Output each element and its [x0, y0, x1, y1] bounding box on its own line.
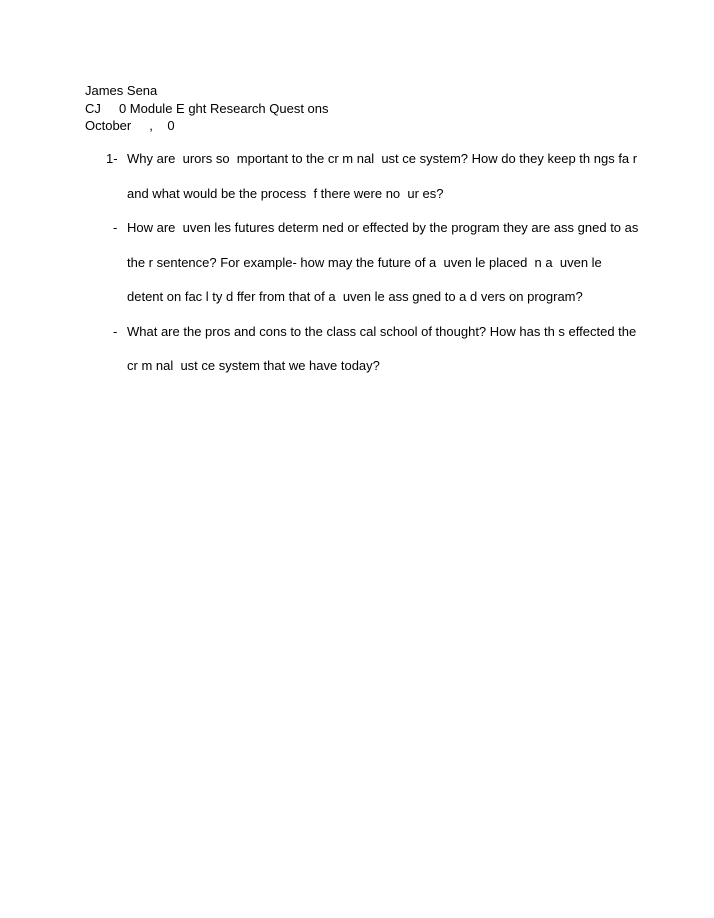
question-line: Why are urors so mportant to the cr m nal ust ce system? How do they keep th ngs fa r	[127, 151, 638, 166]
course-title: CJ 0 Module E ght Research Quest ons	[85, 100, 329, 116]
author-name: James Sena	[85, 83, 158, 98]
question-line: cr m nal ust ce system that we have today?	[127, 358, 380, 373]
document-header	[85, 82, 329, 135]
question-line: detent on fac l ty d ffer from that of a uven le ass gned to a d vers on program?	[127, 289, 583, 304]
document-date: October , 0	[85, 118, 175, 133]
list-marker: 1-	[106, 151, 118, 166]
question-line: the r sentence? For example- how may the future of a uven le placed n a uven le	[127, 254, 602, 270]
question-line: What are the pros and cons to the class cal school of thought? How has th s effected the	[127, 323, 637, 339]
question-line: How are uven les futures determ ned or effected by the program they are ass gned to as	[127, 220, 639, 235]
list-marker: -	[113, 220, 118, 235]
list-marker: -	[113, 323, 118, 339]
question-line: and what would be the process f there were no ur es?	[127, 185, 444, 201]
